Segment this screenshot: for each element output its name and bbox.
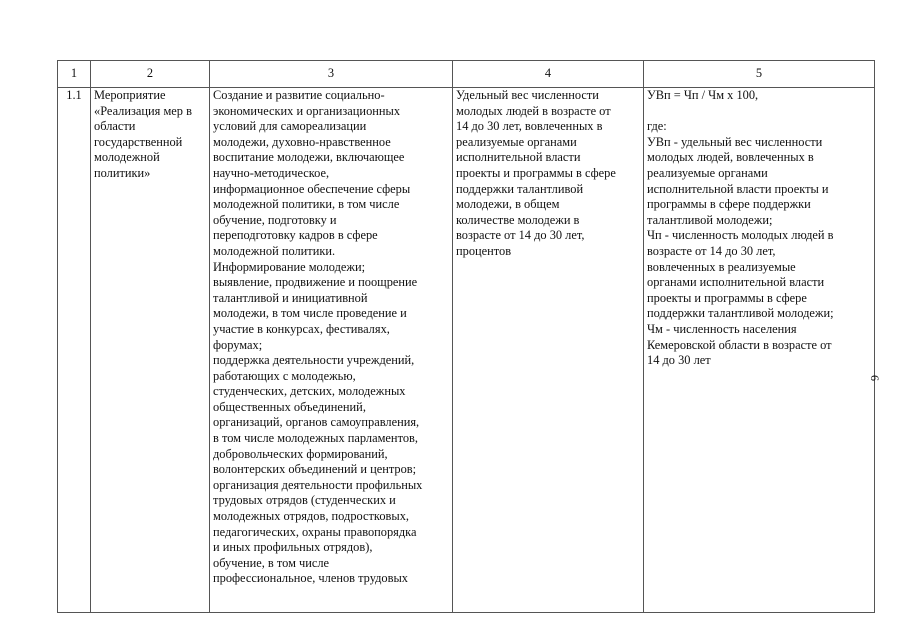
row-number-text: 1.1	[66, 88, 82, 102]
column-header: 3	[210, 61, 453, 88]
page-number: 6	[868, 375, 882, 381]
measure-description-cell	[210, 88, 453, 613]
measure-name-text: Мероприятие «Реализация мер в области государственной молодежной политики»	[94, 88, 192, 180]
column-header: 5	[644, 61, 875, 88]
indicator-text: Удельный вес численности молодых людей в возрасте от 14 до 30 лет, вовлеченных в реализуемые органами исполнительной власти проекты и программы в сфере поддержки талантливой молодежи, в общем количестве молодежи в возрасте от 14 до 30 лет, процентов	[456, 88, 616, 258]
indicator-cell	[453, 88, 644, 613]
column-header: 1	[58, 61, 91, 88]
program-table	[57, 60, 875, 613]
measure-description-text: Создание и развитие социально- экономических и организационных условий для самореализации молодежи, духовно-нравственное воспитание молодежи, включающее научно-методическое, информационное обеспечение сферы молодежной политики, в том числе обучение, подготовку и переподготовку кадров в сфере молодежной политики. Информирование молодежи; выявление, продвижение и поощрение талантливой и инициативной молодежи, в том числе проведение и участие в конкурсах, фестивалях, форумах; поддержка деятельности учреждений, работающих с молодежью, студенческих, детских, молодежных общественных объединений, организаций, органов самоуправления, в том числе молодежных парламентов, добровольческих формирований, волонтерских объединений и центров; организация деятельности профильных трудовых отрядов (студенческих и молодежных отрядов, подростковых, педагогических, охраны правопорядка и иных профильных отрядов), обучение, в том числе профессиональное, членов трудовых	[213, 88, 423, 586]
measure-name-cell	[91, 88, 210, 613]
table-header-row	[58, 61, 875, 88]
column-header: 2	[91, 61, 210, 88]
formula-text: УВп = Чп / Чм х 100, где: УВп - удельный вес численности молодых людей, вовлеченных в реализуемые органами исполнительной власти проекты и программы в сфере поддержки талантливой молодежи; Чп - численность молодых людей в возрасте от 14 до 30 лет, вовлеченных в реализуемые органами исполнительной власти проекты и программы в сфере поддержки талантливой молодежи; Чм - численность населения Кемеровской области в возрасте от 14 до 30 лет	[647, 88, 834, 368]
column-header: 4	[453, 61, 644, 88]
row-number	[58, 88, 91, 613]
formula-cell	[644, 88, 875, 613]
table-row	[58, 88, 875, 613]
